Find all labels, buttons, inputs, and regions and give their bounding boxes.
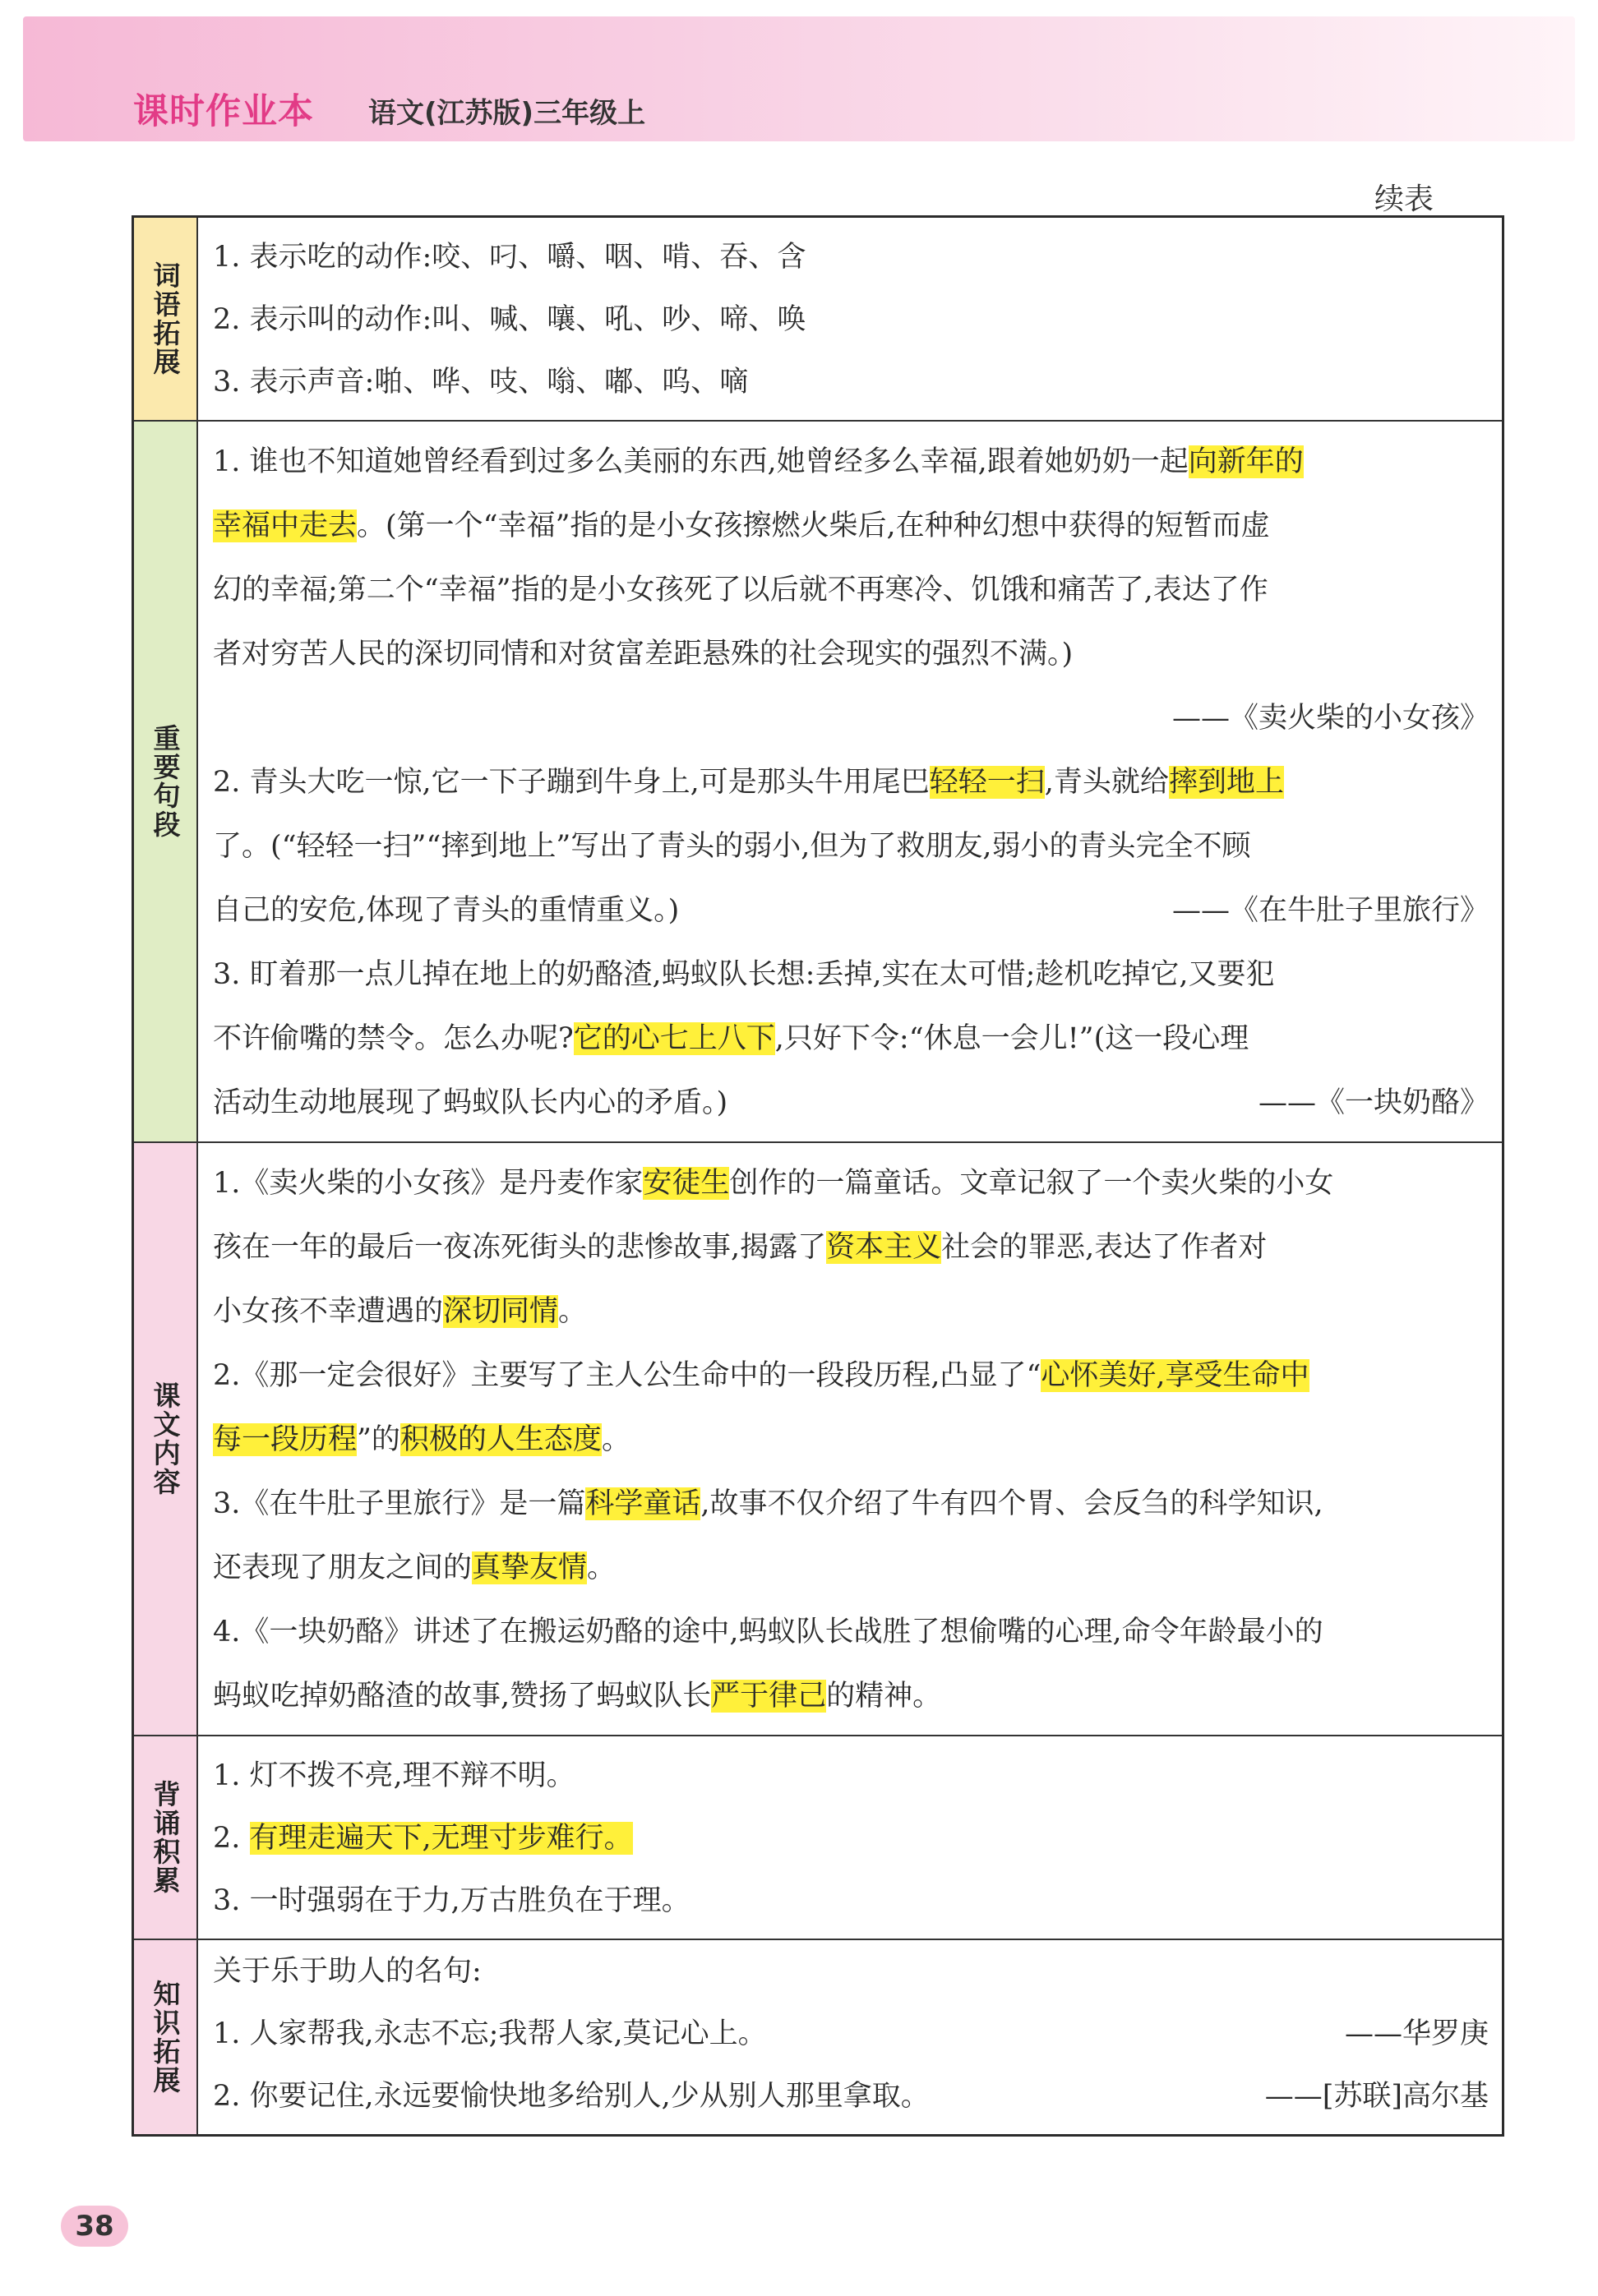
source-citation: ——《在牛肚子里旅行》	[1171, 894, 1489, 927]
text-line: 1. 表示吃的动作:咬、叼、嚼、咽、啃、吞、含	[213, 241, 806, 274]
section-content	[198, 1143, 1502, 1735]
highlight: 轻轻一扫	[929, 766, 1045, 799]
text-line: 了。(“轻轻一扫”“摔到地上”写出了青头的弱小,但为了救朋友,弱小的青头完全不顾	[213, 830, 1251, 863]
section-beisong	[134, 1736, 1502, 1940]
text-line: 1. 灯不拨不亮,理不辩不明。	[213, 1759, 575, 1792]
section-content	[198, 422, 1502, 1141]
text-line: 幸福中走去。(第一个“幸福”指的是小女孩擦燃火柴后,在种种幻想中获得的短暂而虚	[213, 509, 1270, 542]
section-label: 课文内容	[134, 1143, 198, 1735]
page-number: 38	[61, 2206, 128, 2247]
text-line: 孩在一年的最后一夜冻死街头的悲惨故事,揭露了资本主义社会的罪恶,表达了作者对	[213, 1231, 1268, 1264]
text-line: 还表现了朋友之间的真挚友情。	[213, 1551, 617, 1584]
highlight: 深切同情	[443, 1295, 559, 1328]
text-line: 幻的幸福;第二个“幸福”指的是小女孩死了以后就不再寒冷、饥饿和痛苦了,表达了作	[213, 574, 1268, 606]
text-line: 1. 人家帮我,永志不忘;我帮人家,莫记心上。 ——华罗庚	[213, 2003, 1489, 2065]
highlight: 真挚友情	[472, 1551, 588, 1584]
source-citation: ——《卖火柴的小女孩》	[1171, 702, 1489, 735]
section-zhongyao	[134, 422, 1502, 1143]
highlight: 它的心七上八下	[573, 1022, 775, 1055]
highlight: 向新年的	[1188, 445, 1304, 478]
text-line: 2.《那一定会很好》主要写了主人公生命中的一段段历程,凸显了“心怀美好,享受生命中	[213, 1359, 1309, 1392]
highlight: 每一段历程	[213, 1423, 358, 1456]
text-line: 活动生动地展现了蚂蚁队长内心的矛盾。) ——《一块奶酪》	[213, 1071, 1489, 1135]
content-table	[132, 215, 1504, 2137]
highlight: 积极的人生态度	[400, 1423, 602, 1456]
text-line: 2. 有理走遍天下,无理寸步难行。	[213, 1822, 633, 1855]
highlight: 严于律己	[711, 1680, 827, 1713]
subject-title: 语文(江苏版)三年级上	[368, 97, 646, 130]
section-zhishi	[134, 1940, 1502, 2134]
text-line: 4.《一块奶酪》讲述了在搬运奶酪的途中,蚂蚁队长战胜了想偷嘴的心理,命令年龄最小的	[213, 1616, 1323, 1648]
text-line: 3. 盯着那一点儿掉在地上的奶酪渣,蚂蚁队长想:丢掉,实在太可惜;趁机吃掉它,又要犯	[213, 958, 1275, 991]
highlight: 幸福中走去	[213, 509, 358, 542]
text-line: 1. 谁也不知道她曾经看到过多么美丽的东西,她曾经多么幸福,跟着她奶奶一起向新年的	[213, 445, 1304, 478]
brand-title: 课时作业本	[133, 91, 314, 132]
source-citation: ——华罗庚	[1344, 2017, 1489, 2050]
text-line: 小女孩不幸遭遇的深切同情。	[213, 1295, 588, 1328]
section-content	[198, 218, 1502, 420]
section-content	[198, 1736, 1502, 1939]
section-label: 词语拓展	[134, 218, 198, 420]
section-label: 知识拓展	[134, 1940, 198, 2134]
highlight: 有理走遍天下,无理寸步难行。	[249, 1822, 633, 1855]
text-line: 自己的安危,体现了青头的重情重义。) ——《在牛肚子里旅行》	[213, 878, 1489, 943]
text-line: 不许偷嘴的禁令。怎么办呢?它的心七上八下,只好下令:“休息一会儿!”(这一段心理	[213, 1022, 1249, 1055]
section-ciyu	[134, 218, 1502, 422]
highlight: 科学童话	[585, 1487, 701, 1520]
text-line: 2. 青头大吃一惊,它一下子蹦到牛身上,可是那头牛用尾巴轻轻一扫,青头就给摔到地上	[213, 766, 1284, 799]
text-line: 者对穷苦人民的深切同情和对贫富差距悬殊的社会现实的强烈不满。)	[213, 638, 1074, 671]
text-line: 蚂蚁吃掉奶酪渣的故事,赞扬了蚂蚁队长严于律己的精神。	[213, 1680, 942, 1713]
highlight: 资本主义	[826, 1231, 942, 1264]
highlight: 心怀美好,享受生命中	[1041, 1359, 1309, 1392]
section-label: 背诵积累	[134, 1736, 198, 1939]
highlight: 安徒生	[643, 1167, 730, 1200]
section-content	[198, 1940, 1502, 2134]
section-label: 重要句段	[134, 422, 198, 1141]
highlight: 摔到地上	[1168, 766, 1284, 799]
source-citation: ——《一块奶酪》	[1258, 1086, 1489, 1119]
text-line: 每一段历程”的积极的人生态度。	[213, 1423, 630, 1456]
text-line: 2. 表示叫的动作:叫、喊、嚷、吼、吵、啼、唤	[213, 303, 806, 336]
continue-label: 续表	[1374, 182, 1434, 216]
text-line: 2. 你要记住,永远要愉快地多给别人,少从别人那里拿取。 ——[苏联]高尔基	[213, 2065, 1489, 2128]
source-citation: ——[苏联]高尔基	[1264, 2080, 1489, 2113]
section-kewen	[134, 1143, 1502, 1736]
text-line: 关于乐于助人的名句:	[213, 1955, 482, 1988]
text-line: 3. 一时强弱在于力,万古胜负在于理。	[213, 1884, 690, 1917]
text-line: 1.《卖火柴的小女孩》是丹麦作家安徒生创作的一篇童话。文章记叙了一个卖火柴的小女	[213, 1167, 1334, 1200]
text-line: 3.《在牛肚子里旅行》是一篇科学童话,故事不仅介绍了牛有四个胃、会反刍的科学知识,	[213, 1487, 1323, 1520]
text-line: 3. 表示声音:啪、哗、吱、嗡、嘟、呜、嘀	[213, 366, 749, 399]
